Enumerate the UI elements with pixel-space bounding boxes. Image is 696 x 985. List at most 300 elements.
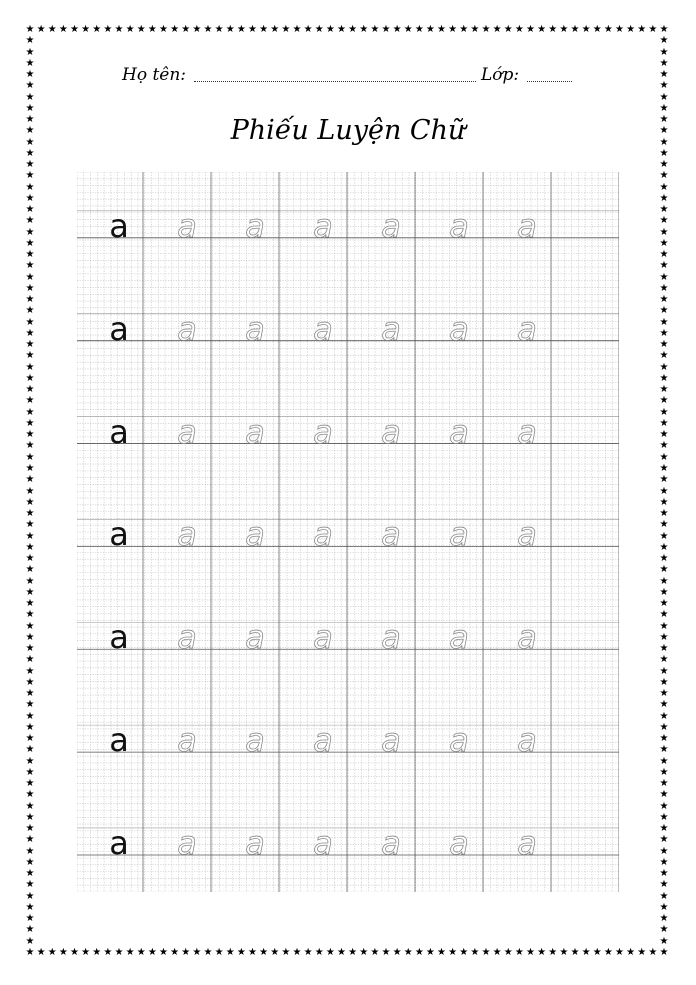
- border-star: ★: [25, 710, 35, 722]
- border-star: ★: [25, 462, 35, 474]
- border-star: ★: [81, 24, 91, 35]
- border-star: ★: [25, 575, 35, 587]
- name-label: Họ tên:: [122, 65, 187, 85]
- model-letter: a: [109, 515, 129, 554]
- border-star: ★: [659, 901, 669, 913]
- border-star: ★: [259, 947, 269, 958]
- trace-letter: a: [313, 309, 333, 348]
- border-star: ★: [125, 947, 135, 958]
- border-star: ★: [25, 316, 35, 328]
- border-star: ★: [570, 24, 580, 35]
- border-star: ★: [25, 541, 35, 553]
- border-star: ★: [25, 136, 35, 148]
- border-star: ★: [25, 395, 35, 407]
- border-star: ★: [25, 913, 35, 925]
- border-star: ★: [25, 598, 35, 610]
- border-star: ★: [25, 789, 35, 801]
- border-star: ★: [81, 947, 91, 958]
- border-star: ★: [659, 631, 669, 643]
- name-field[interactable]: [194, 81, 476, 82]
- border-star: ★: [659, 620, 669, 632]
- border-star: ★: [281, 947, 291, 958]
- border-star: ★: [403, 947, 413, 958]
- border-star: ★: [459, 24, 469, 35]
- border-star: ★: [659, 462, 669, 474]
- border-star: ★: [392, 947, 402, 958]
- trace-letter: a: [517, 721, 537, 760]
- border-star: ★: [214, 947, 224, 958]
- border-star: ★: [25, 508, 35, 519]
- border-star: ★: [336, 24, 346, 35]
- trace-letter: a: [381, 309, 401, 348]
- border-star: ★: [659, 102, 669, 114]
- border-star: ★: [314, 947, 324, 958]
- border-star: ★: [25, 755, 35, 767]
- border-star: ★: [181, 24, 191, 35]
- border-star: ★: [659, 710, 669, 722]
- border-star: ★: [481, 24, 491, 35]
- border-star: ★: [25, 947, 35, 958]
- border-star: ★: [659, 947, 669, 958]
- border-star: ★: [25, 654, 35, 666]
- border-star: ★: [659, 91, 669, 103]
- border-star: ★: [659, 406, 669, 418]
- class-label: Lớp:: [481, 65, 520, 85]
- border-star: ★: [136, 947, 146, 958]
- border-star: ★: [303, 24, 313, 35]
- border-star: ★: [25, 721, 35, 733]
- border-star: ★: [236, 947, 246, 958]
- border-star: ★: [259, 24, 269, 35]
- border-star: ★: [659, 136, 669, 148]
- border-star: ★: [659, 834, 669, 846]
- model-letter: a: [109, 823, 129, 862]
- trace-letter: a: [381, 721, 401, 760]
- trace-letter: a: [245, 721, 265, 760]
- border-star: ★: [659, 856, 669, 868]
- border-star: ★: [147, 947, 157, 958]
- border-star: ★: [25, 384, 35, 396]
- trace-letter: a: [381, 823, 401, 862]
- border-star: ★: [25, 890, 35, 902]
- border-star: ★: [25, 327, 35, 339]
- trace-letter: a: [517, 309, 537, 348]
- border-star: ★: [370, 24, 380, 35]
- border-star: ★: [659, 845, 669, 857]
- class-field[interactable]: [527, 81, 572, 82]
- border-star: ★: [25, 496, 35, 508]
- page-title: Phiếu Luyện Chữ: [230, 115, 466, 146]
- border-star: ★: [659, 890, 669, 902]
- border-star: ★: [25, 260, 35, 272]
- border-star: ★: [659, 237, 669, 249]
- border-star: ★: [659, 654, 669, 666]
- border-star: ★: [659, 451, 669, 463]
- border-star: ★: [25, 440, 35, 452]
- border-star: ★: [659, 204, 669, 216]
- border-star: ★: [25, 868, 35, 880]
- border-star: ★: [114, 947, 124, 958]
- border-star: ★: [92, 24, 102, 35]
- border-star: ★: [659, 384, 669, 396]
- border-star: ★: [192, 947, 202, 958]
- model-letter: a: [109, 309, 129, 348]
- border-star: ★: [25, 766, 35, 778]
- border-star: ★: [659, 35, 669, 47]
- trace-letter: a: [381, 618, 401, 657]
- border-star: ★: [25, 417, 35, 429]
- border-star: ★: [659, 811, 669, 823]
- trace-letter: a: [245, 206, 265, 245]
- border-star: ★: [470, 24, 480, 35]
- border-star: ★: [203, 24, 213, 35]
- border-star: ★: [603, 947, 613, 958]
- border-star: ★: [492, 947, 502, 958]
- border-star: ★: [448, 947, 458, 958]
- border-star: ★: [181, 947, 191, 958]
- border-star: ★: [659, 46, 669, 58]
- border-star: ★: [459, 947, 469, 958]
- border-star: ★: [25, 204, 35, 216]
- border-star: ★: [659, 699, 669, 711]
- border-star: ★: [659, 147, 669, 159]
- border-star: ★: [25, 519, 35, 531]
- border-star: ★: [659, 316, 669, 328]
- border-star: ★: [25, 609, 35, 621]
- border-star: ★: [659, 553, 669, 565]
- border-star: ★: [659, 643, 669, 655]
- border-star: ★: [581, 947, 591, 958]
- border-star: ★: [659, 586, 669, 598]
- border-star: ★: [47, 947, 57, 958]
- border-star: ★: [548, 947, 558, 958]
- border-star: ★: [659, 575, 669, 587]
- border-star: ★: [537, 24, 547, 35]
- border-star: ★: [125, 24, 135, 35]
- border-star: ★: [659, 249, 669, 261]
- border-star: ★: [659, 350, 669, 362]
- border-star: ★: [537, 947, 547, 958]
- border-star: ★: [659, 125, 669, 137]
- border-star: ★: [603, 24, 613, 35]
- trace-letter: a: [245, 412, 265, 451]
- border-star: ★: [526, 24, 535, 35]
- border-star: ★: [225, 24, 235, 35]
- border-star: ★: [25, 688, 35, 700]
- border-star: ★: [247, 947, 257, 958]
- border-star: ★: [103, 947, 113, 958]
- border-star: ★: [659, 519, 669, 531]
- border-star: ★: [559, 24, 569, 35]
- border-star: ★: [25, 676, 35, 688]
- border-star: ★: [381, 947, 391, 958]
- trace-letter: a: [177, 309, 197, 348]
- border-star: ★: [659, 800, 669, 812]
- border-star: ★: [437, 947, 447, 958]
- border-star: ★: [659, 69, 669, 81]
- border-star: ★: [659, 778, 669, 790]
- border-star: ★: [25, 35, 35, 47]
- trace-letter: a: [245, 823, 265, 862]
- trace-letter: a: [177, 515, 197, 554]
- trace-letter: a: [517, 206, 537, 245]
- trace-letter: a: [449, 618, 469, 657]
- border-star: ★: [659, 57, 669, 69]
- border-star: ★: [348, 24, 358, 35]
- border-star: ★: [225, 947, 235, 958]
- header-row: [0, 64, 696, 94]
- border-star: ★: [25, 845, 35, 857]
- border-star: ★: [659, 474, 669, 486]
- trace-letter: a: [177, 618, 197, 657]
- border-star: ★: [425, 947, 435, 958]
- trace-letter: a: [449, 721, 469, 760]
- border-star: ★: [659, 508, 669, 519]
- border-star: ★: [25, 935, 35, 947]
- border-star: ★: [25, 361, 35, 373]
- trace-letter: a: [517, 515, 537, 554]
- border-star: ★: [25, 834, 35, 846]
- border-star: ★: [25, 620, 35, 632]
- border-star: ★: [659, 665, 669, 677]
- border-star: ★: [659, 744, 669, 756]
- border-star: ★: [659, 676, 669, 688]
- border-star: ★: [25, 811, 35, 823]
- border-star: ★: [381, 24, 391, 35]
- border-star: ★: [270, 947, 280, 958]
- trace-letter: a: [517, 823, 537, 862]
- border-star: ★: [559, 947, 569, 958]
- border-star: ★: [659, 395, 669, 407]
- trace-letter: a: [245, 309, 265, 348]
- border-star: ★: [25, 181, 35, 193]
- border-star: ★: [25, 406, 35, 418]
- border-star: ★: [25, 474, 35, 486]
- border-star: ★: [25, 226, 35, 238]
- border-star: ★: [25, 282, 35, 294]
- trace-letter: a: [449, 515, 469, 554]
- border-star: ★: [659, 215, 669, 227]
- border-star: ★: [25, 170, 35, 182]
- border-star: ★: [25, 57, 35, 69]
- trace-letter: a: [177, 721, 197, 760]
- border-star: ★: [158, 24, 168, 35]
- border-star: ★: [659, 823, 669, 835]
- border-star: ★: [659, 327, 669, 339]
- border-star: ★: [236, 24, 246, 35]
- border-star: ★: [25, 114, 35, 126]
- model-letter: a: [109, 412, 129, 451]
- border-star: ★: [659, 294, 669, 306]
- border-star: ★: [270, 24, 280, 35]
- border-star: ★: [659, 282, 669, 294]
- border-star: ★: [25, 631, 35, 643]
- border-star: ★: [25, 856, 35, 868]
- border-star: ★: [659, 766, 669, 778]
- border-star: ★: [103, 24, 113, 35]
- border-star: ★: [336, 947, 346, 958]
- border-star: ★: [659, 530, 669, 542]
- trace-letter: a: [313, 206, 333, 245]
- border-star: ★: [25, 823, 35, 835]
- trace-letter: a: [245, 515, 265, 554]
- border-star: ★: [659, 159, 669, 171]
- border-star: ★: [325, 24, 335, 35]
- border-star: ★: [170, 24, 180, 35]
- border-star: ★: [648, 24, 658, 35]
- border-star: ★: [437, 24, 447, 35]
- trace-letter: a: [313, 412, 333, 451]
- model-letter: a: [109, 721, 129, 760]
- trace-letter: a: [449, 412, 469, 451]
- border-star: ★: [581, 24, 591, 35]
- border-star: ★: [281, 24, 291, 35]
- border-star: ★: [659, 913, 669, 925]
- border-star: ★: [25, 305, 35, 317]
- border-star: ★: [303, 947, 313, 958]
- border-star: ★: [403, 24, 413, 35]
- border-star: ★: [648, 947, 658, 958]
- trace-letter: a: [313, 618, 333, 657]
- model-letter: a: [109, 206, 129, 245]
- border-star: ★: [659, 24, 669, 35]
- model-letter: a: [109, 618, 129, 657]
- trace-letter: a: [381, 206, 401, 245]
- border-star: ★: [25, 564, 35, 576]
- border-star: ★: [25, 192, 35, 204]
- border-star: ★: [25, 147, 35, 159]
- border-star: ★: [25, 699, 35, 711]
- border-star: ★: [659, 733, 669, 745]
- border-star: ★: [548, 24, 558, 35]
- border-star: ★: [637, 947, 647, 958]
- border-star: ★: [659, 609, 669, 621]
- border-star: ★: [448, 24, 458, 35]
- border-star: ★: [370, 947, 380, 958]
- border-star: ★: [25, 586, 35, 598]
- border-star: ★: [659, 598, 669, 610]
- border-star: ★: [70, 24, 79, 35]
- border-star: ★: [659, 485, 669, 497]
- border-star: ★: [659, 688, 669, 700]
- border-star: ★: [659, 440, 669, 452]
- border-star: ★: [592, 947, 602, 958]
- border-star: ★: [25, 339, 35, 351]
- border-star: ★: [659, 935, 669, 947]
- border-star: ★: [414, 24, 424, 35]
- border-star: ★: [314, 24, 324, 35]
- trace-letter: a: [177, 412, 197, 451]
- border-star: ★: [147, 24, 157, 35]
- border-star: ★: [503, 947, 513, 958]
- border-star: ★: [503, 24, 513, 35]
- border-star: ★: [659, 271, 669, 283]
- border-star: ★: [25, 24, 35, 35]
- border-star: ★: [659, 260, 669, 272]
- border-star: ★: [470, 947, 480, 958]
- border-star: ★: [170, 947, 180, 958]
- border-star: ★: [25, 294, 35, 306]
- border-star: ★: [626, 947, 636, 958]
- border-star: ★: [25, 530, 35, 542]
- border-star: ★: [292, 24, 302, 35]
- border-star: ★: [592, 24, 602, 35]
- trace-letter: a: [449, 206, 469, 245]
- border-star: ★: [615, 24, 624, 35]
- border-star: ★: [192, 24, 202, 35]
- border-star: ★: [25, 778, 35, 790]
- border-star: ★: [659, 541, 669, 553]
- border-star: ★: [25, 429, 35, 441]
- border-star: ★: [25, 553, 35, 565]
- border-star: ★: [25, 924, 35, 936]
- border-star: ★: [659, 755, 669, 767]
- border-star: ★: [25, 665, 35, 677]
- border-star: ★: [25, 451, 35, 463]
- border-star: ★: [481, 947, 491, 958]
- border-star: ★: [47, 24, 57, 35]
- border-star: ★: [637, 24, 647, 35]
- border-star: ★: [247, 24, 257, 35]
- border-star: ★: [25, 237, 35, 249]
- trace-letter: a: [449, 823, 469, 862]
- border-star: ★: [659, 372, 669, 384]
- border-star: ★: [25, 800, 35, 812]
- border-star: ★: [114, 24, 124, 35]
- border-star: ★: [25, 744, 35, 756]
- border-star: ★: [425, 24, 435, 35]
- trace-letter: a: [177, 206, 197, 245]
- border-star: ★: [359, 947, 369, 958]
- border-star: ★: [659, 924, 669, 936]
- trace-letter: a: [517, 412, 537, 451]
- trace-letter: a: [517, 618, 537, 657]
- trace-letter: a: [245, 618, 265, 657]
- border-star: ★: [25, 249, 35, 261]
- border-star: ★: [659, 496, 669, 508]
- border-star: ★: [25, 91, 35, 103]
- border-star: ★: [492, 24, 502, 35]
- trace-letter: a: [177, 823, 197, 862]
- border-star: ★: [158, 947, 168, 958]
- border-star: ★: [659, 181, 669, 193]
- border-star: ★: [92, 947, 102, 958]
- border-star: ★: [25, 46, 35, 58]
- border-star: ★: [348, 947, 358, 958]
- border-star: ★: [659, 192, 669, 204]
- trace-letter: a: [381, 412, 401, 451]
- trace-letter: a: [313, 515, 333, 554]
- trace-letter: a: [313, 721, 333, 760]
- border-star: ★: [58, 947, 68, 958]
- border-star: ★: [25, 879, 35, 891]
- border-star: ★: [659, 80, 669, 92]
- border-star: ★: [25, 485, 35, 497]
- border-star: ★: [626, 24, 636, 35]
- border-star: ★: [659, 339, 669, 351]
- trace-letter: a: [313, 823, 333, 862]
- border-star: ★: [25, 69, 35, 81]
- border-star: ★: [36, 24, 46, 35]
- border-star: ★: [292, 947, 302, 958]
- border-star: ★: [414, 947, 424, 958]
- practice-grid: [77, 172, 619, 892]
- border-star: ★: [659, 226, 669, 238]
- border-star: ★: [359, 24, 369, 35]
- border-star: ★: [615, 947, 624, 958]
- border-star: ★: [659, 305, 669, 317]
- border-star: ★: [526, 947, 535, 958]
